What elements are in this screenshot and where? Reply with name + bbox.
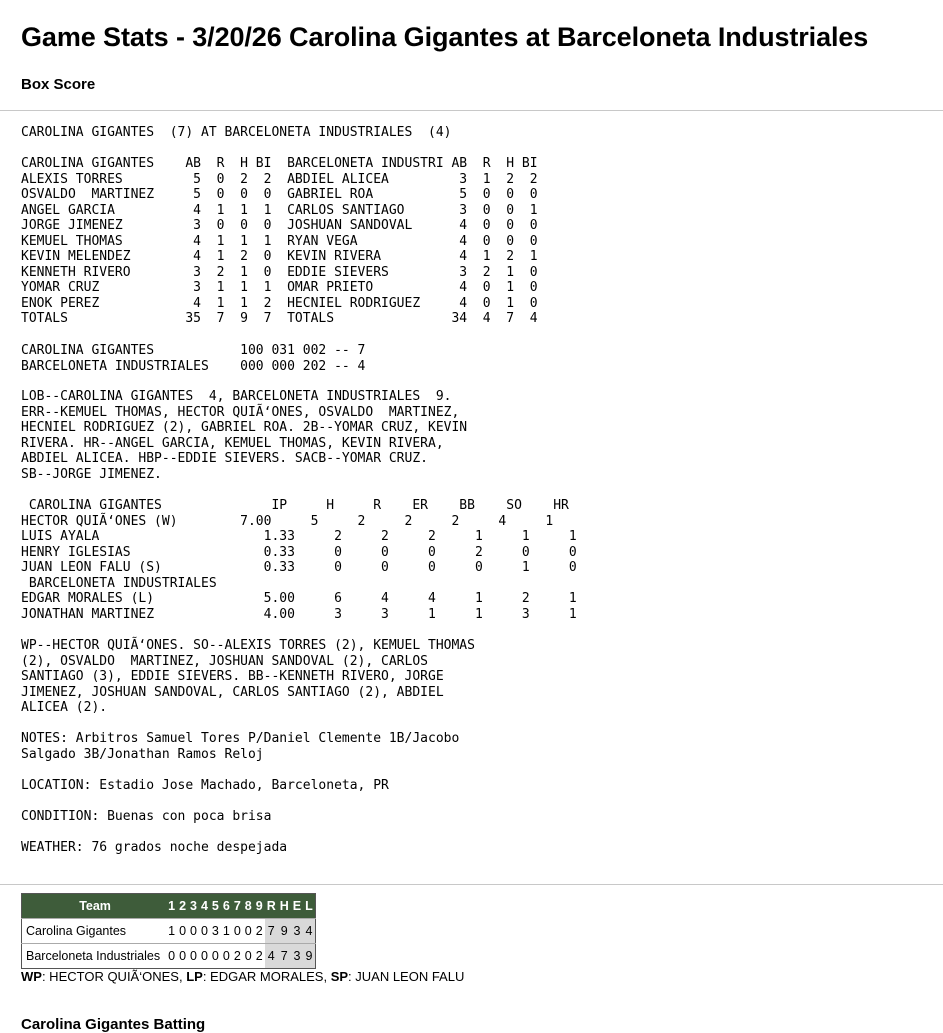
wp-label: WP — [21, 969, 42, 984]
header-inning-9: 9 — [254, 894, 265, 919]
location-text: LOCATION: Estadio Jose Machado, Barceloneta, PR — [21, 778, 389, 793]
inning-cell: 0 — [221, 944, 232, 969]
inning-cell: 2 — [254, 944, 265, 969]
header-inning-3: 3 — [188, 894, 199, 919]
condition-text: CONDITION: Buenas con poca brisa — [21, 809, 272, 824]
header-inning-6: 6 — [221, 894, 232, 919]
linescore-row-away — [22, 919, 316, 944]
header-hits: H — [278, 894, 291, 919]
hits-total: 7 — [278, 944, 291, 969]
linescore-table — [21, 893, 316, 969]
inning-cell: 3 — [210, 919, 221, 944]
batting-notes-text: LOB--CAROLINA GIGANTES 4, BARCELONETA INDUSTRIALES 9. ERR--KEMUEL THOMAS, HECTOR QUIÃ‘ONES, OSVALDO MARTINEZ, HECNIEL RODRIGUEZ (2), GABRIEL ROA. 2B--YOMAR CRUZ, KEVIN RIVERA. HR--ANGEL GARCIA, KEMUEL THOMAS, KEVIN RIVERA, ABDIEL ALICEA. HBP--EDDIE SIEVERS. SACB--YOMAR CRUZ. SB--JORGE JIMENEZ. — [21, 389, 468, 482]
errors-total: 3 — [291, 919, 303, 944]
box-score-heading: Box Score — [21, 76, 96, 93]
inning-cell: 0 — [199, 944, 210, 969]
inning-cell: 0 — [199, 919, 210, 944]
errors-total: 3 — [291, 944, 303, 969]
weather-text: WEATHER: 76 grados noche despejada — [21, 840, 288, 855]
team-name: Barceloneta Industriales — [22, 944, 167, 969]
pitching-notes-text: WP--HECTOR QUIÃ‘ONES. SO--ALEXIS TORRES (2), KEMUEL THOMAS (2), OSVALDO MARTINEZ, JOSHUAN SANDOVAL (2), CARLOS SANTIAGO (3), EDDIE SIEVERS. BB--KENNETH RIVERO, JORGE JIMENEZ, JOSHUAN SANDOVAL, CARLOS SANTIAGO (2), ABDIEL ALICEA (2). — [21, 638, 475, 715]
linescore-text: CAROLINA GIGANTES 100 031 002 -- 7 BARCELONETA INDUSTRIALES 000 000 202 -- 4 — [21, 343, 366, 374]
divider-bottom — [0, 884, 943, 885]
page-title: Game Stats - 3/20/26 Carolina Gigantes at Barceloneta Industriales — [21, 22, 869, 52]
inning-cell: 0 — [243, 919, 254, 944]
wp-name: : HECTOR QUIÃ‘ONES, — [41, 969, 187, 984]
header-inning-2: 2 — [177, 894, 188, 919]
header-inning-4: 4 — [199, 894, 210, 919]
runs-total: 4 — [265, 944, 278, 969]
inning-cell: 0 — [232, 919, 243, 944]
runs-total: 7 — [265, 919, 278, 944]
inning-cell: 0 — [243, 944, 254, 969]
header-errors: E — [291, 894, 303, 919]
linescore-row-home — [22, 944, 316, 969]
lob-total: 4 — [303, 919, 315, 944]
header-runs: R — [265, 894, 278, 919]
inning-cell: 2 — [254, 919, 265, 944]
header-inning-8: 8 — [243, 894, 254, 919]
inning-cell: 1 — [221, 919, 232, 944]
header-inning-1: 1 — [166, 894, 177, 919]
header-team: Team — [22, 894, 167, 919]
inning-cell: 0 — [210, 944, 221, 969]
divider-top — [0, 110, 943, 111]
pitching-lines-text: CAROLINA GIGANTES IP H R ER BB SO HR HECTOR QUIÃ‘ONES (W) 7.00 5 2 2 2 4 1 LUIS AYALA 1.33 2 2 2 1 1 1 HENRY IGLESIAS 0.33 0 0 0 2 0 0 JUAN LEON FALU (S) 0.33 0 0 0 0 1 0 BARCELONETA INDUSTRIALES EDGAR MORALES (L) 5.00 6 4 4 1 2 1 JONATHAN MARTINEZ 4.00 3 3 1 1 3 1 — [21, 498, 577, 622]
header-inning-7: 7 — [232, 894, 243, 919]
sp-label: SP — [330, 969, 349, 984]
game-header-text: CAROLINA GIGANTES (7) AT BARCELONETA INDUSTRIALES (4) — [21, 125, 452, 140]
inning-cell: 0 — [177, 919, 188, 944]
lp-name: : EDGAR MORALES, — [202, 969, 331, 984]
inning-cell: 0 — [177, 944, 188, 969]
sp-name: : JUAN LEON FALU — [348, 969, 465, 984]
umpires-notes-text: NOTES: Arbitros Samuel Tores P/Daniel Clemente 1B/Jacobo Salgado 3B/Jonathan Ramos Reloj — [21, 731, 460, 762]
lp-label: LP — [186, 969, 203, 984]
team-name: Carolina Gigantes — [22, 919, 167, 944]
header-inning-5: 5 — [210, 894, 221, 919]
pitcher-decisions — [21, 969, 464, 984]
inning-cell: 0 — [188, 919, 199, 944]
inning-cell: 2 — [232, 944, 243, 969]
hits-total: 9 — [278, 919, 291, 944]
inning-cell: 0 — [188, 944, 199, 969]
header-lob: L — [303, 894, 315, 919]
linescore-header-row — [22, 894, 316, 919]
inning-cell: 1 — [166, 919, 177, 944]
lob-total: 9 — [303, 944, 315, 969]
batting-lines-text: CAROLINA GIGANTES AB R H BI BARCELONETA INDUSTRI AB R H BI ALEXIS TORRES 5 0 2 2 ABDIEL ALICEA 3 1 2 2 OSVALDO MARTINEZ 5 0 0 0 GABRIEL ROA 5 0 0 0 ANGEL GARCIA 4 1 1 1 CARLOS SANTIAGO 3 0 0 1 JORGE JIMENEZ 3 0 0 0 JOSHUAN SANDOVAL 4 0 0 0 KEMUEL THOMAS 4 1 1 1 RYAN VEGA 4 0 0 0 KEVIN MELENDEZ 4 1 2 0 KEVIN RIVERA 4 1 2 1 KENNETH RIVERO 3 2 1 0 EDDIE SIEVERS 3 2 1 0 YOMAR CRUZ 3 1 1 1 OMAR PRIETO 4 0 1 0 ENOK PEREZ 4 1 1 2 HECNIEL RODRIGUEZ 4 0 1 0 TOTALS 35 7 9 7 TOTALS 34 4 7 4 — [21, 156, 538, 326]
batting-section-heading: Carolina Gigantes Batting — [21, 1016, 206, 1033]
inning-cell: 0 — [166, 944, 177, 969]
